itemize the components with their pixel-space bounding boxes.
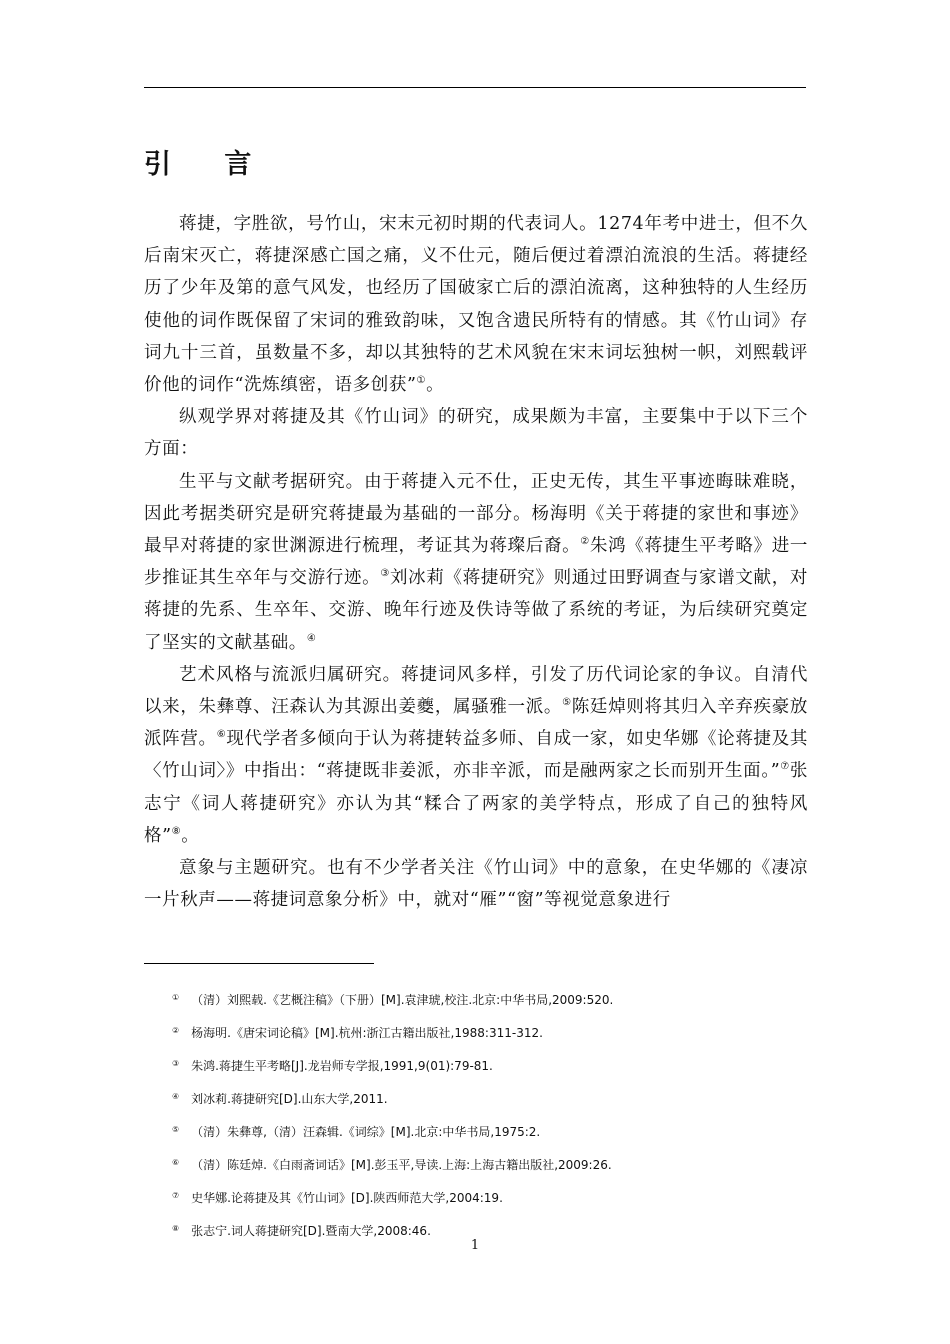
footnote-text: 张志宁.词人蒋捷研究[D].暨南大学,2008:46. — [191, 1224, 431, 1238]
footnote-ref: ⑥ — [216, 729, 227, 741]
footnote-mark: ⑦ — [172, 1191, 180, 1200]
footnote-item — [172, 1149, 812, 1182]
body-text — [144, 208, 808, 916]
body-paragraph — [144, 401, 808, 465]
footnote-text: （清）陈廷焯.《白雨斋词话》[M].彭玉平,导读.上海:上海古籍出版社,2009:26. — [191, 1158, 612, 1172]
text-run: 生平与文献考据研究。由于蒋捷入元不仕，正史无传，其生平事迹晦昧难晓，因此考据类研究是研究蒋捷最为基础的一部分。杨海明《关于蒋捷的家世和事迹》最早对蒋捷的家世渊源进行梳理，考证其为蒋璨后裔。 — [144, 471, 808, 557]
footnote-text: 史华娜.论蒋捷及其《竹山词》[D].陕西师范大学,2004:19. — [191, 1191, 503, 1205]
text-run: 意象与主题研究。也有不少学者关注《竹山词》中的意象，在史华娜的《凄凉一片秋声——蒋捷词意象分析》中，就对“雁”“窗”等视觉意象进行 — [144, 858, 808, 911]
footnote-item — [172, 1116, 812, 1149]
footnote-text: 杨海明.《唐宋词论稿》[M].杭州:浙江古籍出版社,1988:311-312. — [191, 1026, 543, 1040]
footnote-item — [172, 1017, 812, 1050]
footnote-mark: ⑧ — [172, 1224, 180, 1233]
footnote-ref: ⑧ — [171, 825, 182, 837]
footnote-item — [172, 1083, 812, 1116]
footnote-mark: ④ — [172, 1092, 180, 1101]
text-run: 艺术风格与流派归属研究。蒋捷词风多样，引发了历代词论家的争议。自清代以来，朱彝尊、汪森认为其源出姜夔，属骚雅一派。 — [144, 664, 808, 718]
footnote-ref: ⑦ — [780, 761, 790, 773]
page-number: 1 — [470, 1238, 480, 1253]
footnotes — [172, 984, 812, 1248]
text-run: 刘冰莉《蒋捷研究》则通过田野调查与家谱文献，对蒋捷的先系、生卒年、交游、晚年行迹及佚诗等做了系统的考证，为后续研究奠定了坚实的文献基础。 — [144, 568, 808, 653]
text-run: 陈廷焯则将其归入辛弃疾豪放派阵营。 — [144, 697, 808, 750]
footnote-mark: ② — [172, 1026, 180, 1035]
footnote-ref: ⑤ — [562, 697, 572, 709]
body-paragraph — [144, 208, 808, 401]
text-run: 现代学者多倾向于认为蒋捷转益多师、自成一家，如史华娜《论蒋捷及其〈竹山词〉》中指出：“蒋捷既非姜派，亦非辛派，而是融两家之长而别开生面。” — [144, 729, 808, 782]
footnote-ref: ③ — [380, 568, 390, 580]
footnote-mark: ③ — [172, 1059, 180, 1068]
footnote-item — [172, 1182, 812, 1215]
footnote-mark: ⑤ — [172, 1125, 180, 1134]
text-run: 朱鸿《蒋捷生平考略》进一步推证其生卒年与交游行迹。 — [144, 536, 808, 589]
body-paragraph — [144, 659, 808, 852]
footnote-mark: ① — [172, 993, 180, 1002]
footnote-text: 朱鸿.蒋捷生平考略[J].龙岩师专学报,1991,9(01):79-81. — [191, 1059, 493, 1073]
footnote-ref: ④ — [306, 632, 317, 644]
text-run: 张志宁《词人蒋捷研究》亦认为其“糅合了两家的美学特点，形成了自己的独特风格” — [144, 761, 808, 846]
footnote-text: （清）刘熙载.《艺概注稿》（下册）[M].袁津琥,校注.北京:中华书局,2009:520. — [191, 993, 614, 1007]
text-run: 蒋捷，字胜欲，号竹山，宋末元初时期的代表词人。1274年考中进士，但不久后南宋灭亡，蒋捷深感亡国之痛，义不仕元，随后便过着漂泊流浪的生活。蒋捷经历了少年及第的意气风发，也经历了国破家亡后的漂泊流离，这种独特的人生经历使他的词作既保留了宋词的雅致韵味，又饱含遗民所特有的情感。其《竹山词》存词九十三首，虽数量不多，却以其独特的艺术风貌在宋末词坛独树一帜，刘熙载评价他的词作“洗炼缜密，语多创获” — [144, 214, 808, 396]
footnote-item — [172, 1050, 812, 1083]
section-heading: 引 言 — [144, 149, 274, 180]
body-paragraph — [144, 466, 808, 659]
footnote-ref: ② — [580, 536, 590, 548]
footnote-text: （清）朱彝尊,（清）汪森辑.《词综》[M].北京:中华书局,1975:2. — [191, 1125, 541, 1139]
text-run: 纵观学界对蒋捷及其《竹山词》的研究，成果颇为丰富，主要集中于以下三个方面： — [144, 407, 808, 460]
footnote-separator — [144, 963, 374, 964]
body-paragraph — [144, 852, 808, 916]
footnote-ref: ① — [416, 375, 427, 387]
text-run: 。 — [181, 825, 200, 846]
header-rule — [144, 87, 806, 88]
footnote-item — [172, 984, 812, 1017]
text-run: 。 — [426, 375, 445, 396]
footnote-mark: ⑥ — [172, 1158, 180, 1167]
footnote-text: 刘冰莉.蒋捷研究[D].山东大学,2011. — [191, 1092, 388, 1106]
